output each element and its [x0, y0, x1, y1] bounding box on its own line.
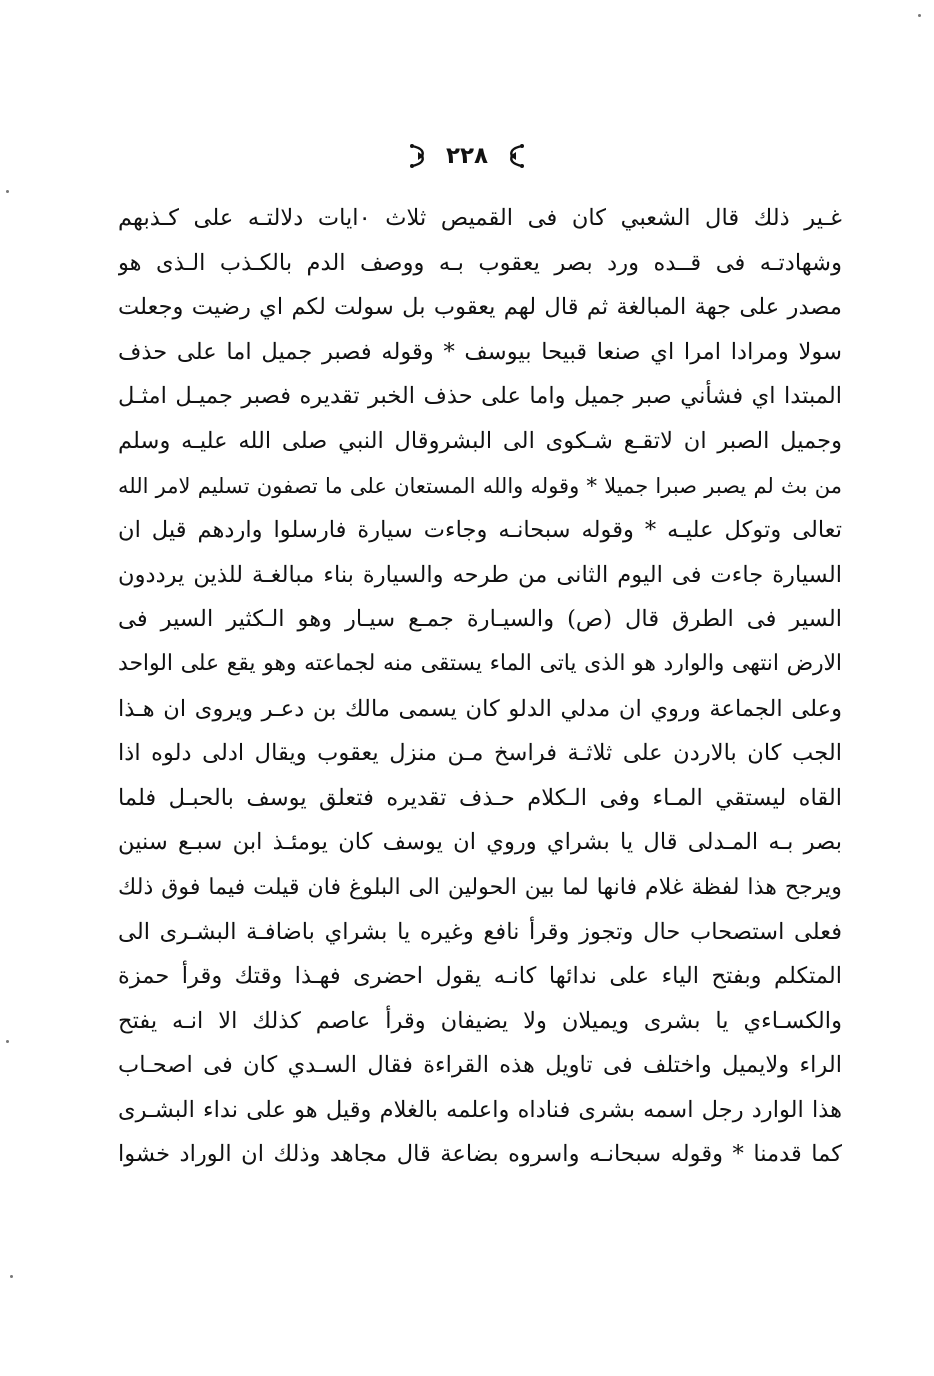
page-header: [0, 136, 934, 176]
text-line: غـير ذلك قال الشعبي كان فى القميص ثلاث ٠ايات دلالتـه على كـذبهم: [118, 205, 842, 231]
scan-speck: [10, 1275, 13, 1278]
text-line: من بث لم يصبر صبرا جميلا * وقوله والله المستعان على ما تصفون تسليم لامر الله: [118, 473, 842, 498]
text-line: ويرجح هذا لفظة غلام فانها لما بين الحولين الى البلوغ فان قيلت فيما فوق ذلك: [118, 873, 842, 900]
text-line: سولا ومرادا امرا اي صنعا قبيحا بيوسف * وقوله فصبر جميل اما على حذف: [118, 338, 842, 365]
text-line: فعلى استصحاب حال وتجوز وقرأ نافع وغيره يا بشراي باضافـة البشـرى الى: [118, 918, 842, 945]
text-line: السيارة جاءت فى اليوم الثانى من طرحه والسيارة بناء مبالغـة للذين يرددون: [118, 561, 842, 588]
text-line: هذا الوارد رجل اسمه بشرى فناداه واعلمه بالغلام وقيل هو على نداء البشـرى: [118, 1096, 842, 1123]
text-line: وشهادتـه فى قــده ورد بصر يعقوب بـه ووصف الدم بالكـذب الـذى هو: [118, 249, 842, 276]
text-line: تعالى وتوكل عليـه * وقوله سبحانـه وجاءت سيارة فارسلوا واردهم قيل ان: [118, 517, 842, 544]
text-line: المتكلم وبفتح الياء على ندائها كانـه يقول احضرى فهـذا وقتك وقرأ حمزة: [118, 963, 842, 990]
text-line: وجميل الصبر ان لاتقـع شـكوى الى البشروقال النبي صلى الله عليـه وسلم: [118, 427, 842, 454]
text-line: الراء ولايميل واختلف فى تاويل هذه القراءة فقال السـدي كان فى اصحـاب: [118, 1052, 842, 1079]
text-line: الارض انتهى والوارد هو الذى ياتى الماء يستقى منه لجماعته وهو يقع على الواحد: [118, 650, 842, 676]
body-text: [118, 196, 842, 1177]
text-line: بصر بـه المـدلى قال يا بشراي وروي ان يوسف كان يومئـذ ابن سبـع سنين: [118, 829, 842, 856]
page-number: ٢٢٨: [445, 143, 489, 169]
scan-speck: [6, 1040, 9, 1043]
text-line: وعلى الجماعة وروي ان مدلي الدلو كان يسمى مالك بن دعـر ويروى ان هـذا: [118, 695, 842, 722]
floral-bracket-icon: [502, 142, 530, 170]
scan-speck: [918, 14, 921, 17]
text-line: الجب كان بالاردن على ثلاثـة فراسخ مـن منزل يعقوب ويقال ادلى دلوه اذا: [118, 740, 842, 767]
text-line: مصدر على جهة المبالغة ثم قال لهم يعقوب بل سولت لكم اي رضيت وجعلت: [118, 294, 842, 321]
floral-bracket-icon: [404, 142, 432, 170]
text-line: السير فى الطرق قال (ص) والسيـارة جمـع سيـار وهو الـكثير السير فى: [118, 606, 842, 633]
text-line: المبتدا اي فشأني صبر جميل واما على حذف الخبر تقديره فصبر جميـل امثـل: [118, 383, 842, 410]
scan-speck: [6, 190, 9, 193]
text-line: والكسـاءي يا بشرى ويميلان ولا يضيفان وقرأ عاصم كذلك الا انـه يفتح: [118, 1007, 842, 1034]
text-line: كما قدمنا * وقوله سبحانـه واسروه بضاعة قال مجاهد وذلك ان الوراد خشوا: [118, 1141, 842, 1168]
text-line: القاه ليستقي المـاء وفى الـكلام حـذف تقديره فتعلق يوسف بالحبـل فلما: [118, 784, 842, 811]
